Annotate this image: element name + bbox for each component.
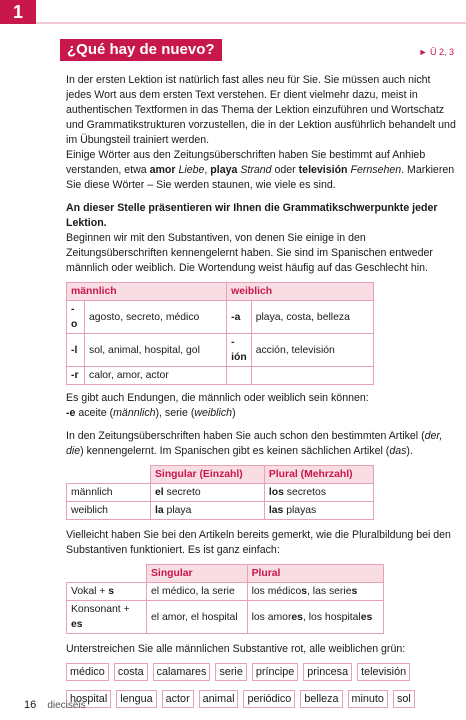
- exercise-word[interactable]: actor: [162, 690, 194, 708]
- plural-table: [66, 564, 384, 634]
- singular-cell: [151, 502, 265, 520]
- plural-cell: [264, 484, 373, 502]
- empty-corner: [67, 565, 147, 583]
- suffix-cell: -o: [67, 301, 85, 334]
- noun: , los hospital: [302, 611, 361, 623]
- articles-paragraph: [66, 429, 458, 459]
- suffix-cell: [227, 367, 252, 385]
- example-cell: agosto, secreto, médico: [85, 301, 227, 334]
- table-header-row: [67, 466, 374, 484]
- article: los: [268, 487, 284, 498]
- ending: es: [291, 611, 303, 623]
- german-article: das: [389, 445, 407, 457]
- noun: secreto: [163, 487, 201, 498]
- exercise-word[interactable]: princesa: [303, 663, 352, 681]
- page-footer: [24, 698, 86, 713]
- header-singular: Singular (Einzahl): [151, 466, 265, 484]
- text-span: aceite (: [75, 407, 114, 419]
- translation: Strand: [240, 164, 272, 176]
- gender-label: männlich: [67, 484, 151, 502]
- exercise-word[interactable]: serie: [215, 663, 246, 681]
- exercise-word-row-1: [66, 663, 458, 681]
- exercise-word[interactable]: belleza: [300, 690, 342, 708]
- rule-ending: s: [108, 586, 115, 597]
- grammar-paragraph-body: Beginnen wir mit den Substantiven, von denen Sie einige in den Zeitungsüberschriften kennengelernt haben. Sie sind im Spanischen entweder männlich oder weiblich. Die Wortendung weist häufig auf das Geschlecht hin.: [66, 232, 433, 274]
- table-row: [67, 484, 374, 502]
- page-number: 16: [24, 699, 37, 711]
- noun: playas: [283, 505, 317, 516]
- text-span: ).: [406, 445, 413, 457]
- exercise-instruction: Unterstreichen Sie alle männlichen Substantive rot, alle weiblichen grün:: [66, 643, 406, 655]
- singular-cell: [151, 484, 265, 502]
- ending: es: [360, 611, 373, 623]
- rule-text: Vokal +: [71, 586, 109, 597]
- text-span: oder: [271, 164, 299, 176]
- article: la: [155, 505, 164, 516]
- exercise-word[interactable]: animal: [199, 690, 239, 708]
- plural-cell: [247, 601, 383, 634]
- exercise-word-row-2: [66, 690, 458, 708]
- text-span: In den Zeitungsüberschriften haben Sie auch schon den bestimmten Artikel (: [66, 430, 425, 442]
- gender-label: weiblich: [67, 502, 151, 520]
- example-cell: acción, televisión: [251, 334, 373, 367]
- spanish-word: amor: [149, 164, 176, 176]
- exercise-word[interactable]: médico: [66, 663, 109, 681]
- header-plural: Plural: [247, 565, 383, 583]
- both-gender-example: [66, 406, 458, 421]
- exercise-word[interactable]: periódico: [243, 690, 295, 708]
- exercise-word[interactable]: calamares: [153, 663, 211, 681]
- rule-ending: es: [71, 619, 83, 630]
- section-title: ¿Qué hay de nuevo?: [60, 39, 222, 61]
- table-header-row: [67, 565, 384, 583]
- exercise-word[interactable]: príncipe: [252, 663, 298, 681]
- chapter-number: 1: [0, 0, 36, 24]
- singular-cell: el amor, el hospital: [147, 601, 248, 634]
- ending: s: [351, 586, 358, 597]
- main-content: [66, 73, 458, 708]
- table-row: [67, 601, 384, 634]
- translation: Liebe: [178, 164, 205, 176]
- plural-cell: [264, 502, 373, 520]
- articles-table: [66, 465, 374, 520]
- grammar-lead: An dieser Stelle präsentieren wir Ihnen die Grammatikschwerpunkte jeder Lektion.: [66, 202, 438, 229]
- rule-text: Konsonant +: [71, 604, 130, 615]
- ending: -e: [66, 407, 76, 419]
- example-cell: [251, 367, 373, 385]
- chapter-header: [0, 0, 466, 30]
- text-span: ): [232, 407, 236, 419]
- rule-cell: [67, 601, 147, 634]
- text-span: ), serie (: [155, 407, 195, 419]
- noun: los médico: [251, 586, 302, 597]
- suffix-cell: -r: [67, 367, 85, 385]
- table-header-row: [67, 283, 374, 301]
- article: el: [155, 487, 164, 498]
- header-masculine: männlich: [67, 283, 227, 301]
- exercise-word[interactable]: costa: [114, 663, 148, 681]
- endings-table: [66, 282, 374, 385]
- header-singular: Singular: [147, 565, 248, 583]
- vocab-paragraph: Einige Wörter aus den Zeitungsüberschriften haben Sie bestimmt auf Anhieb verstanden, etwa amor Liebe, playa Strand oder televisión Fernsehen. Markieren Sie diese Wörter – Sie werden staunen, wie viele es sind.: [66, 149, 455, 191]
- table-row: [67, 301, 374, 334]
- noun: los amor: [251, 611, 292, 623]
- plural-cell: [247, 583, 383, 601]
- empty-corner: [67, 466, 151, 484]
- noun: , las serie: [307, 586, 352, 597]
- ending: s: [301, 586, 308, 597]
- chapter-rule: [36, 22, 466, 24]
- plural-paragraph: Vielleicht haben Sie bei den Artikeln bereits gemerkt, wie die Pluralbildung bei den Substantiven funktioniert. Es ist ganz einfach:: [66, 529, 451, 556]
- gender: weiblich: [194, 407, 233, 419]
- table-row: [67, 367, 374, 385]
- singular-cell: el médico, la serie: [147, 583, 248, 601]
- text-span: ) kennengelernt. Im Spanischen gibt es keinen sächlichen Artikel (: [80, 445, 390, 457]
- table-row: [67, 334, 374, 367]
- noun: playa: [163, 505, 192, 516]
- example-cell: playa, costa, belleza: [251, 301, 373, 334]
- rule-cell: [67, 583, 147, 601]
- spanish-word: televisión: [298, 164, 348, 176]
- example-cell: sol, animal, hospital, gol: [85, 334, 227, 367]
- exercise-reference: ► Ü 2, 3: [418, 47, 454, 57]
- header-feminine: weiblich: [227, 283, 374, 301]
- grammar-paragraph: [66, 201, 458, 231]
- intro-paragraph: In der ersten Lektion ist natürlich fast alles neu für Sie. Sie müssen auch nicht jedes Wort aus dem ersten Text verstehen. Er dient vielmehr dazu, meist in authentischen Textformen in das Thema der Lektion einzuführen und Wortschatz und Grammatikstrukturen vorzustellen, die in der Lektion ausführlich behandelt und im Übungsteil trainiert werden.: [66, 74, 456, 146]
- page-number-word: dieciséis: [47, 700, 86, 711]
- suffix-cell: -l: [67, 334, 85, 367]
- text-span: . Markieren Sie diese Wörter – Sie werden staunen, wie viele es sind.: [66, 164, 455, 191]
- suffix-cell: -a: [227, 301, 252, 334]
- table-row: [67, 583, 384, 601]
- exercise-word[interactable]: sol: [393, 690, 415, 708]
- exercise-word[interactable]: lengua: [116, 690, 156, 708]
- exercise-word[interactable]: televisión: [357, 663, 410, 681]
- translation: Fernsehen: [350, 164, 402, 176]
- spanish-word: playa: [210, 164, 238, 176]
- both-gender-line: Es gibt auch Endungen, die männlich oder weiblich sein können:: [66, 392, 369, 404]
- noun: secretos: [283, 487, 327, 498]
- german-articles: der, die: [66, 430, 443, 457]
- table-row: [67, 502, 374, 520]
- exercise-word[interactable]: hospital: [66, 690, 111, 708]
- exercise-word[interactable]: minuto: [348, 690, 388, 708]
- example-cell: calor, amor, actor: [85, 367, 227, 385]
- gender: männlich: [113, 407, 156, 419]
- header-plural: Plural (Mehrzahl): [264, 466, 373, 484]
- suffix-cell: -ión: [227, 334, 252, 367]
- article: las: [268, 505, 284, 516]
- text-span: Einige Wörter aus den Zeitungsüberschriften haben Sie bestimmt auf Anhieb verstanden, etwa: [66, 149, 426, 176]
